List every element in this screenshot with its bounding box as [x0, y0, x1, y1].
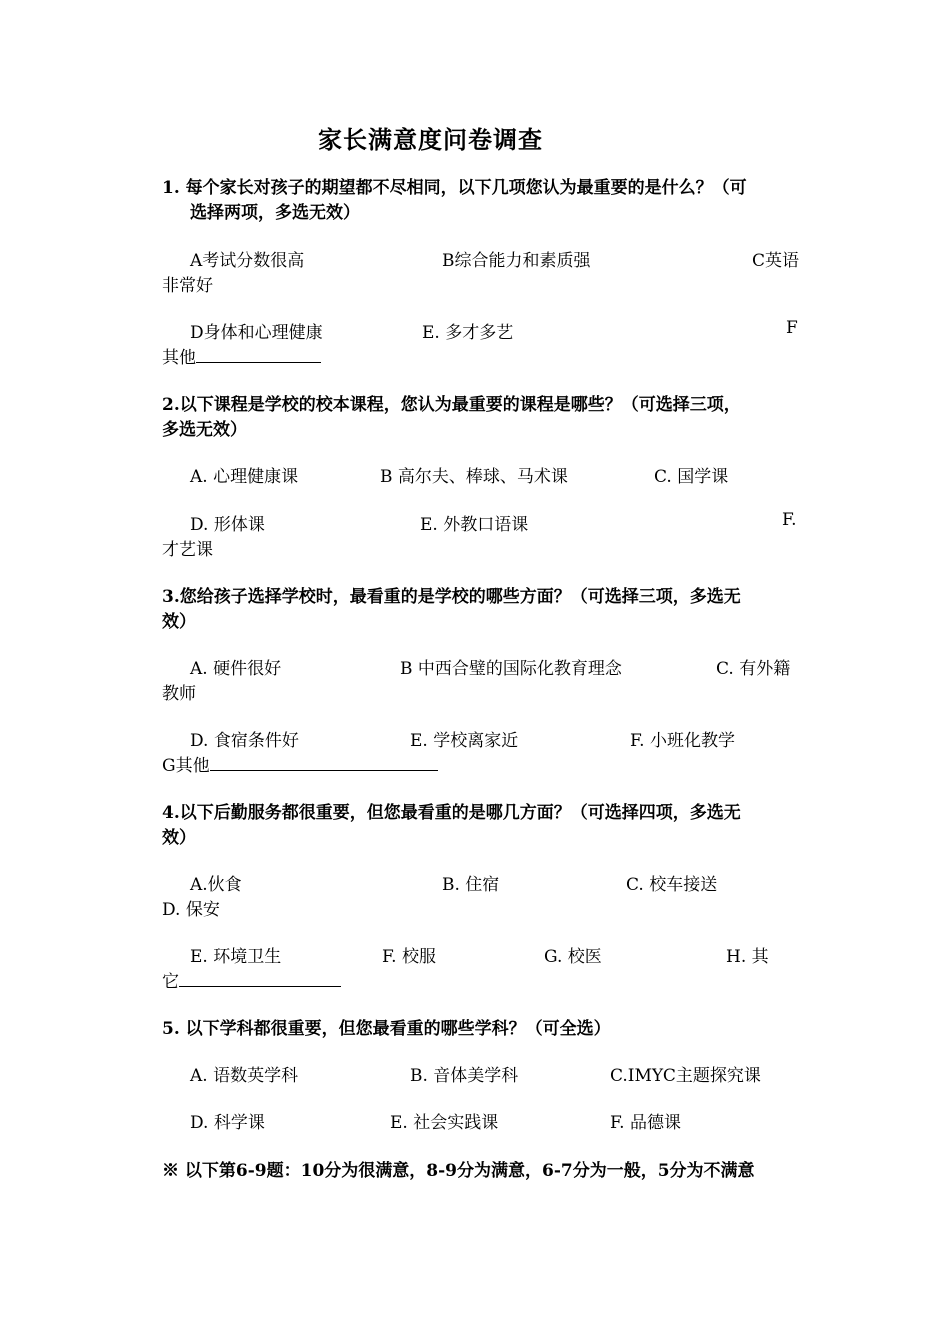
- q3-option-c-continued: 教师: [162, 684, 196, 704]
- question-1-line-1: 1. 每个家长对孩子的期望都不尽相同，以下几项您认为最重要的是什么？（可: [162, 178, 747, 198]
- rating-note: ※ 以下第6-9题：10分为很满意，8-9分为满意，6-7分为一般，5分为不满意: [162, 1161, 755, 1181]
- question-2-line-1: 2.以下课程是学校的校本课程，您认为最重要的课程是哪些？（可选择三项，: [162, 395, 741, 415]
- q3-option-e[interactable]: E. 学校离家近: [410, 731, 519, 751]
- q2-option-f-continued: 才艺课: [162, 540, 213, 560]
- q2-option-c[interactable]: C. 国学课: [654, 467, 729, 487]
- q1-other-label: 其他: [162, 348, 196, 368]
- q4-option-g[interactable]: G. 校医: [544, 947, 602, 967]
- q2-option-b[interactable]: B 高尔夫、棒球、马术课: [380, 467, 568, 487]
- q4-option-h[interactable]: H. 其: [726, 947, 769, 967]
- q1-option-a[interactable]: A考试分数很高: [190, 251, 305, 271]
- q5-option-a[interactable]: A. 语数英学科: [190, 1066, 299, 1086]
- question-5-line-1: 5. 以下学科都很重要，但您最看重的哪些学科？（可全选）: [162, 1019, 611, 1039]
- q4-option-f[interactable]: F. 校服: [382, 947, 436, 967]
- q4-other-label: 它: [162, 972, 179, 992]
- q1-option-d[interactable]: D身体和心理健康: [190, 323, 323, 343]
- q3-option-a[interactable]: A. 硬件很好: [190, 659, 282, 679]
- q1-option-c[interactable]: C英语: [752, 251, 800, 271]
- q4-option-c[interactable]: C. 校车接送: [626, 875, 718, 895]
- question-3-line-2: 效）: [162, 612, 196, 632]
- q3-option-g: [162, 751, 438, 776]
- q4-option-h-continued: [162, 967, 341, 992]
- q5-option-e[interactable]: E. 社会实践课: [390, 1113, 499, 1133]
- q5-option-b[interactable]: B. 音体美学科: [410, 1066, 519, 1086]
- page-title: 家长满意度问卷调查: [318, 125, 543, 154]
- q3-other-label: G其他: [162, 756, 210, 776]
- question-2-line-2: 多选无效）: [162, 420, 247, 440]
- q1-option-b[interactable]: B综合能力和素质强: [442, 251, 591, 271]
- q2-option-a[interactable]: A. 心理健康课: [190, 467, 299, 487]
- q2-option-f[interactable]: F.: [782, 510, 797, 530]
- q5-option-d[interactable]: D. 科学课: [190, 1113, 265, 1133]
- question-1-line-2: 选择两项，多选无效）: [190, 203, 360, 223]
- q1-option-f[interactable]: F: [786, 318, 798, 338]
- q1-option-c-continued: 非常好: [162, 276, 213, 296]
- q5-option-c[interactable]: C.IMYC主题探究课: [610, 1066, 761, 1086]
- q3-other-blank[interactable]: [210, 754, 438, 771]
- q2-option-e[interactable]: E. 外教口语课: [420, 515, 529, 535]
- q4-option-a[interactable]: A.伙食: [190, 875, 242, 895]
- q4-option-b[interactable]: B. 住宿: [442, 875, 500, 895]
- q4-option-e[interactable]: E. 环境卫生: [190, 947, 282, 967]
- question-4-line-2: 效）: [162, 828, 196, 848]
- q3-option-b[interactable]: B 中西合璧的国际化教育理念: [400, 659, 622, 679]
- q2-option-d[interactable]: D. 形体课: [190, 515, 265, 535]
- question-4-line-1: 4.以下后勤服务都很重要，但您最看重的是哪几方面？（可选择四项，多选无: [162, 803, 741, 823]
- q4-other-blank[interactable]: [179, 970, 341, 987]
- q4-option-d[interactable]: D. 保安: [162, 900, 220, 920]
- q1-other-blank[interactable]: [196, 346, 321, 363]
- q1-option-e[interactable]: E. 多才多艺: [422, 323, 514, 343]
- q3-option-d[interactable]: D. 食宿条件好: [190, 731, 299, 751]
- q1-option-f-continued: [162, 343, 321, 368]
- q3-option-c[interactable]: C. 有外籍: [716, 659, 791, 679]
- q5-option-f[interactable]: F. 品德课: [610, 1113, 681, 1133]
- q3-option-f[interactable]: F. 小班化教学: [630, 731, 735, 751]
- question-3-line-1: 3.您给孩子选择学校时，最看重的是学校的哪些方面？（可选择三项，多选无: [162, 587, 741, 607]
